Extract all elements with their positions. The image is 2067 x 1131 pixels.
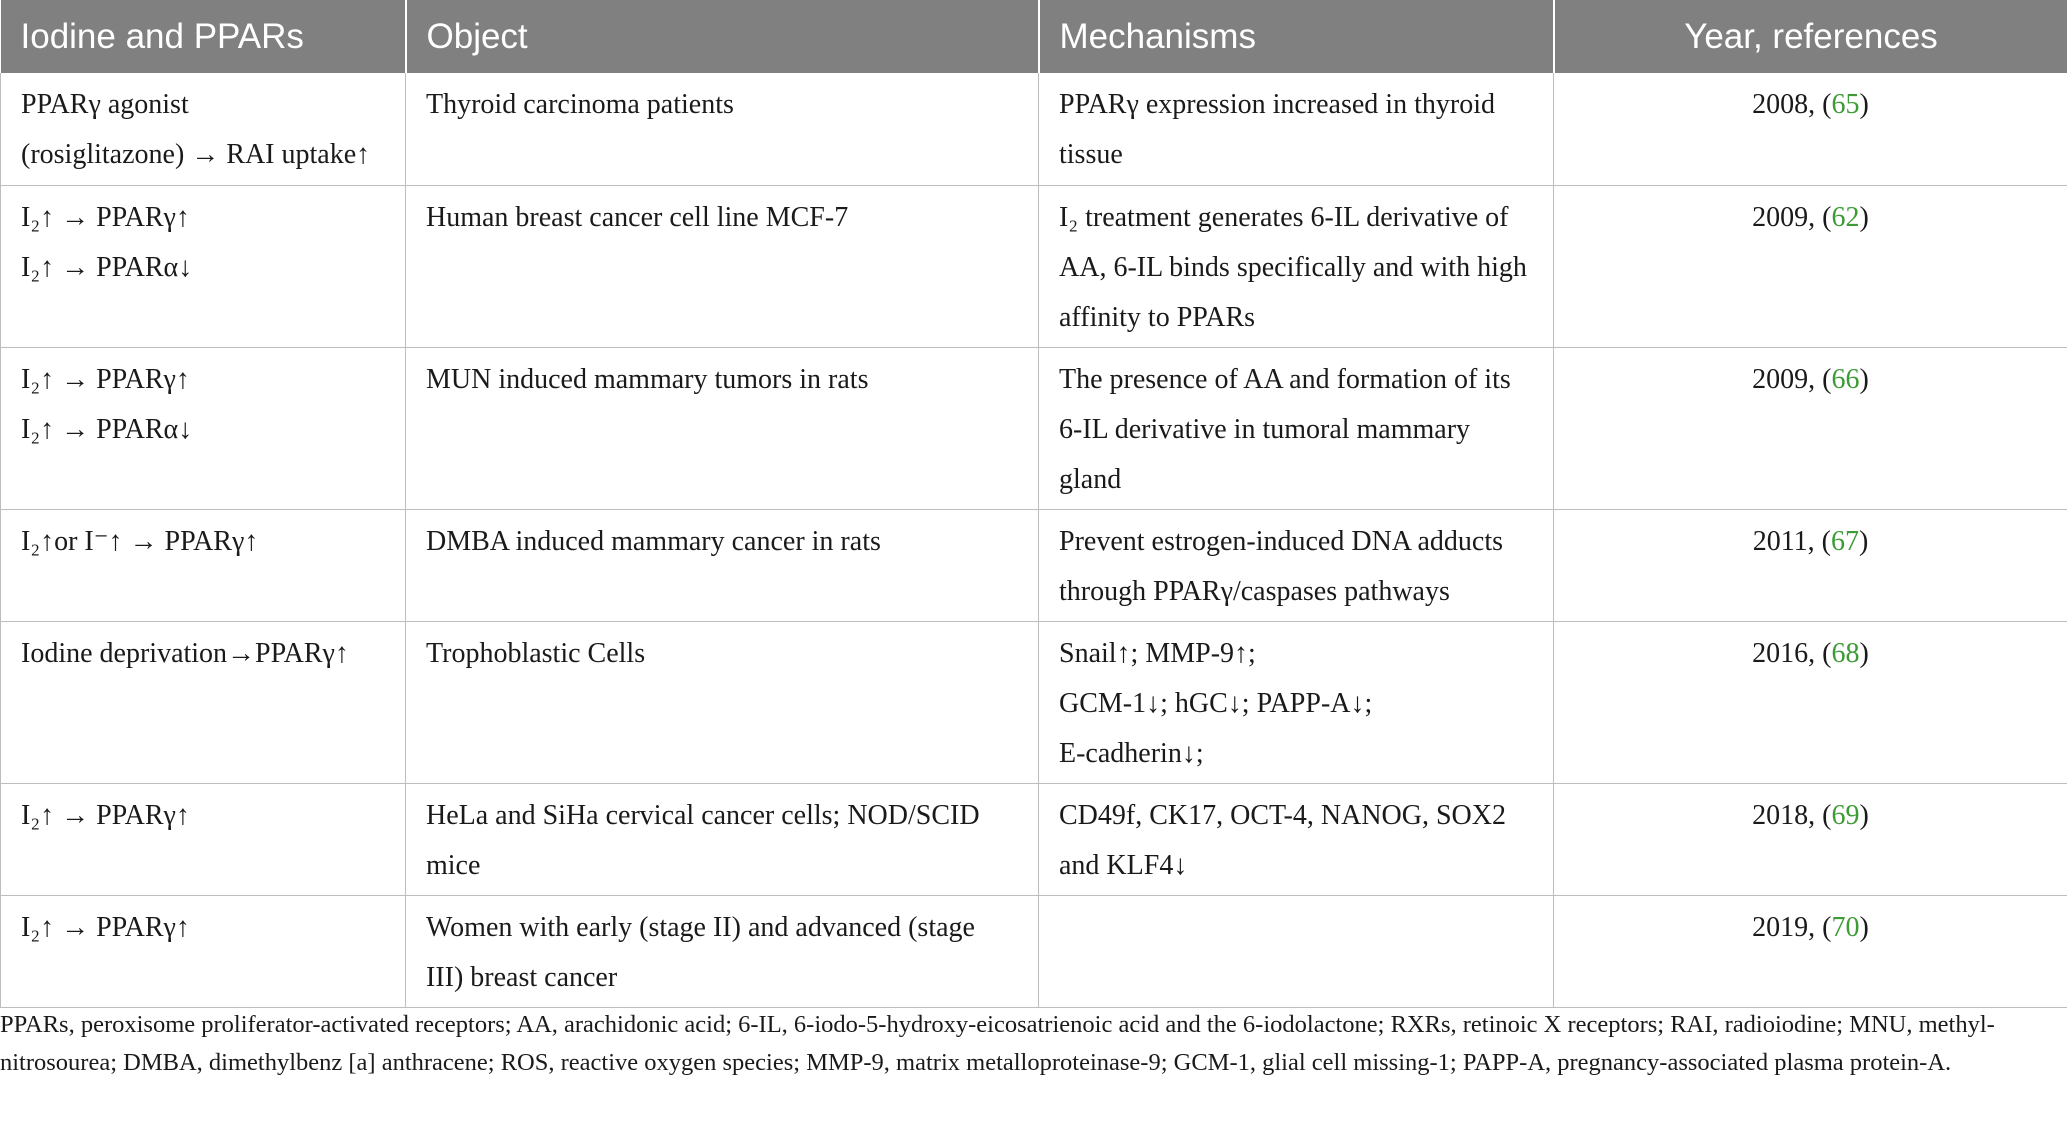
close-paren: ) bbox=[1859, 911, 1869, 943]
reference-link[interactable]: 67 bbox=[1830, 525, 1859, 557]
cell-relation bbox=[1, 621, 406, 783]
cell-mechanisms: Prevent estrogen-induced DNA adducts through PPARγ/caspases pathways bbox=[1039, 509, 1554, 621]
cell-relation bbox=[1, 509, 406, 621]
cell-relation bbox=[1, 895, 406, 1007]
relation-line: I₂↑ → PPARγ↑ bbox=[21, 201, 190, 233]
cell-relation bbox=[1, 347, 406, 509]
reference-link[interactable]: 62 bbox=[1831, 201, 1860, 233]
cell-relation bbox=[1, 185, 406, 347]
reference-link[interactable]: 70 bbox=[1831, 911, 1860, 943]
mechanism-line: Snail↑; MMP-9↑; bbox=[1059, 637, 1256, 669]
table-row bbox=[1, 185, 2067, 347]
header-year-references: Year, references bbox=[1554, 0, 2067, 73]
cell-year-reference bbox=[1554, 895, 2067, 1007]
cell-mechanisms: PPARγ expression increased in thyroid tissue bbox=[1039, 73, 1554, 185]
close-paren: ) bbox=[1859, 799, 1869, 831]
cell-object: Women with early (stage II) and advanced (stage III) breast cancer bbox=[406, 895, 1039, 1007]
close-paren: ) bbox=[1859, 637, 1869, 669]
relation-line: Iodine deprivation→PPARγ↑ bbox=[21, 637, 349, 669]
reference-link[interactable]: 68 bbox=[1831, 637, 1860, 669]
reference-link[interactable]: 69 bbox=[1831, 799, 1860, 831]
close-paren: ) bbox=[1858, 525, 1869, 557]
year-text: 2016, ( bbox=[1752, 637, 1832, 669]
cell-mechanisms bbox=[1039, 895, 1554, 1007]
relation-line: I₂↑ → PPARγ↑ bbox=[21, 363, 190, 395]
cell-mechanisms bbox=[1039, 621, 1554, 783]
relation-line: I₂↑or I⁻↑ → PPARγ↑ bbox=[21, 525, 259, 557]
table-row bbox=[1, 895, 2067, 1007]
cell-relation bbox=[1, 73, 406, 185]
cell-year-reference bbox=[1554, 347, 2067, 509]
year-text: 2009, ( bbox=[1752, 201, 1832, 233]
cell-year-reference bbox=[1554, 185, 2067, 347]
cell-object: MUN induced mammary tumors in rats bbox=[406, 347, 1039, 509]
relation-line: PPARγ agonist bbox=[21, 89, 189, 120]
header-mechanisms: Mechanisms bbox=[1039, 0, 1554, 73]
close-paren: ) bbox=[1859, 201, 1869, 233]
header-iodine-ppars: Iodine and PPARs bbox=[1, 0, 406, 73]
relation-line: I₂↑ → PPARα↓ bbox=[21, 251, 193, 283]
year-text: 2011, ( bbox=[1752, 525, 1831, 557]
table-row bbox=[1, 509, 2067, 621]
cell-year-reference bbox=[1554, 73, 2067, 185]
relation-line: I₂↑ → PPARγ↑ bbox=[21, 799, 190, 831]
close-paren: ) bbox=[1859, 89, 1869, 120]
header-object: Object bbox=[406, 0, 1039, 73]
cell-year-reference bbox=[1554, 783, 2067, 895]
reference-link[interactable]: 66 bbox=[1831, 363, 1860, 395]
cell-mechanisms: CD49f, CK17, OCT-4, NANOG, SOX2 and KLF4↓ bbox=[1039, 783, 1554, 895]
cell-object: Human breast cancer cell line MCF-7 bbox=[406, 185, 1039, 347]
cell-object: Trophoblastic Cells bbox=[406, 621, 1039, 783]
cell-mechanisms: The presence of AA and formation of its 6-IL derivative in tumoral mammary gland bbox=[1039, 347, 1554, 509]
cell-object: Thyroid carcinoma patients bbox=[406, 73, 1039, 185]
mechanism-line: GCM-1↓; hGC↓; PAPP-A↓; bbox=[1059, 687, 1373, 719]
table-row bbox=[1, 347, 2067, 509]
table-row bbox=[1, 621, 2067, 783]
cell-year-reference bbox=[1554, 621, 2067, 783]
cell-object: DMBA induced mammary cancer in rats bbox=[406, 509, 1039, 621]
table-row bbox=[1, 73, 2067, 185]
table-footnote: PPARs, peroxisome proliferator-activated receptors; AA, arachidonic acid; 6-IL, 6-iodo-5-hydroxy-eicosatrienoic acid and the 6-iodolactone; RXRs, retinoic X receptors; RAI, radioiodine; MNU, methyl-nitrosourea; DMBA, dimethylbenz [a] anthracene; ROS, reactive oxygen species; MMP-9, matrix metalloproteinase-9; GCM-1, glial cell missing-1; PAPP-A, pregnancy-associated plasma protein-A. bbox=[0, 1011, 1995, 1076]
table-header-row bbox=[1, 0, 2067, 73]
cell-year-reference bbox=[1554, 509, 2067, 621]
year-text: 2019, ( bbox=[1752, 911, 1832, 943]
table-row bbox=[1, 783, 2067, 895]
cell-object: HeLa and SiHa cervical cancer cells; NOD/SCID mice bbox=[406, 783, 1039, 895]
year-text: 2018, ( bbox=[1752, 799, 1832, 831]
year-text: 2008, ( bbox=[1752, 89, 1832, 120]
year-text: 2009, ( bbox=[1752, 363, 1832, 395]
cell-mechanisms: I₂ treatment generates 6-IL derivative of AA, 6-IL binds specifically and with high affinity to PPARs bbox=[1039, 185, 1554, 347]
relation-line: I₂↑ → PPARγ↑ bbox=[21, 911, 190, 943]
close-paren: ) bbox=[1859, 363, 1869, 395]
relation-line: (rosiglitazone) → RAI uptake↑ bbox=[21, 139, 371, 170]
cell-relation bbox=[1, 783, 406, 895]
mechanism-line: E-cadherin↓; bbox=[1059, 737, 1204, 769]
relation-line: I₂↑ → PPARα↓ bbox=[21, 413, 193, 445]
reference-link[interactable]: 65 bbox=[1831, 89, 1860, 120]
